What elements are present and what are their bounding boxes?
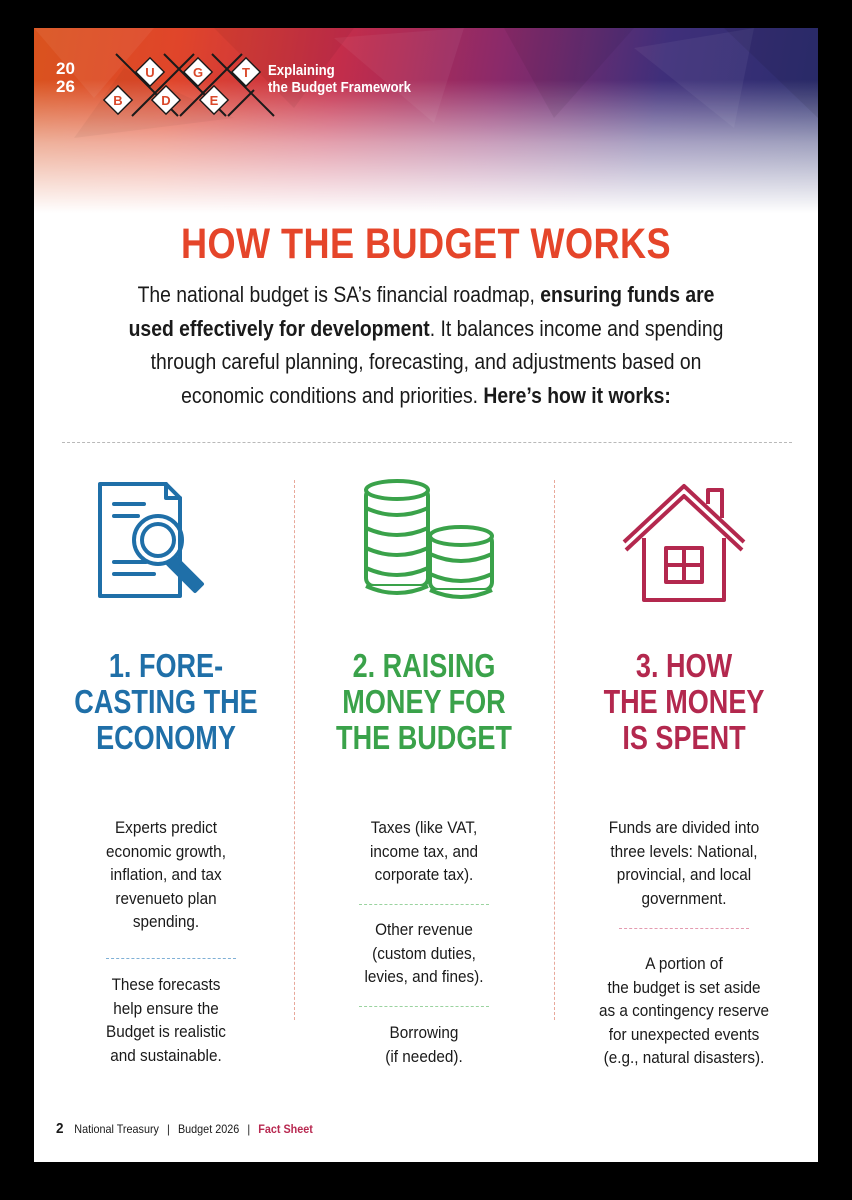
block-separator bbox=[359, 904, 489, 905]
page-footer: 2 National Treasury | Budget 2026 | Fact Sheet bbox=[56, 1120, 313, 1137]
column-text: A portion of the budget is set aside as a contingency reserve for unexpected events (e.g., natural disasters). bbox=[598, 954, 770, 1067]
block-separator bbox=[106, 958, 236, 959]
logo-letter-t: T bbox=[242, 65, 250, 80]
column-divider-2 bbox=[554, 480, 555, 1020]
column-divider-1 bbox=[294, 480, 295, 1020]
column-text: Funds are divided into three levels: National, provincial, and local government. bbox=[608, 818, 760, 908]
block-separator bbox=[359, 1006, 489, 1007]
header-tagline: Explaining the Budget Framework bbox=[268, 62, 412, 96]
column-heading: 1. FORE- CASTING THE ECONOMY bbox=[74, 647, 258, 756]
column-heading: 2. RAISING MONEY FOR THE BUDGET bbox=[336, 647, 512, 756]
house-icon bbox=[564, 478, 804, 608]
budget-logo bbox=[56, 58, 276, 128]
logo-letter-g: G bbox=[192, 65, 204, 80]
column-text: Experts predict economic growth, inflation, and tax revenueto plan spending. bbox=[106, 818, 226, 931]
intro-paragraph: The national budget is SA’s financial roadmap, ensuring funds are used effectively for development. It balances income and spending through careful planning, forecasting, and adjustments based on economic conditions and priorities. Here’s how it works: bbox=[128, 282, 724, 408]
document-magnifier-icon bbox=[46, 478, 286, 608]
header-banner bbox=[34, 28, 818, 213]
page-number: 2 bbox=[56, 1120, 64, 1137]
column-heading: 3. HOW THE MONEY IS SPENT bbox=[603, 647, 765, 756]
logo-letter-b: B bbox=[113, 93, 123, 108]
section-divider bbox=[62, 442, 792, 443]
intro-lead-in: Here’s how it works: bbox=[483, 382, 671, 408]
logo-letter-d: D bbox=[161, 93, 171, 108]
footer-org: National Treasury bbox=[74, 1122, 159, 1136]
column-text: Taxes (like VAT, income tax, and corporate tax). bbox=[369, 818, 478, 884]
column-text: Other revenue (custom duties, levies, and fines). bbox=[364, 920, 484, 986]
logo-letter-e: E bbox=[209, 93, 219, 108]
page-title: HOW THE BUDGET WORKS bbox=[181, 220, 671, 268]
fact-sheet-page bbox=[34, 28, 818, 1162]
block-separator bbox=[619, 928, 749, 929]
logo-year: 20 26 bbox=[56, 59, 75, 96]
logo-letter-u: U bbox=[145, 65, 155, 80]
column-text: Borrowing (if needed). bbox=[385, 1023, 463, 1066]
intro-emphasis: ensuring funds are used effectively for development bbox=[128, 282, 715, 341]
footer-doc: Budget 2026 bbox=[177, 1122, 240, 1136]
footer-label: Fact Sheet bbox=[258, 1122, 313, 1136]
coin-stacks-icon bbox=[304, 478, 544, 608]
budget-logo-mark bbox=[94, 50, 284, 120]
column-text: These forecasts help ensure the Budget is realistic and sustainable. bbox=[106, 975, 226, 1065]
